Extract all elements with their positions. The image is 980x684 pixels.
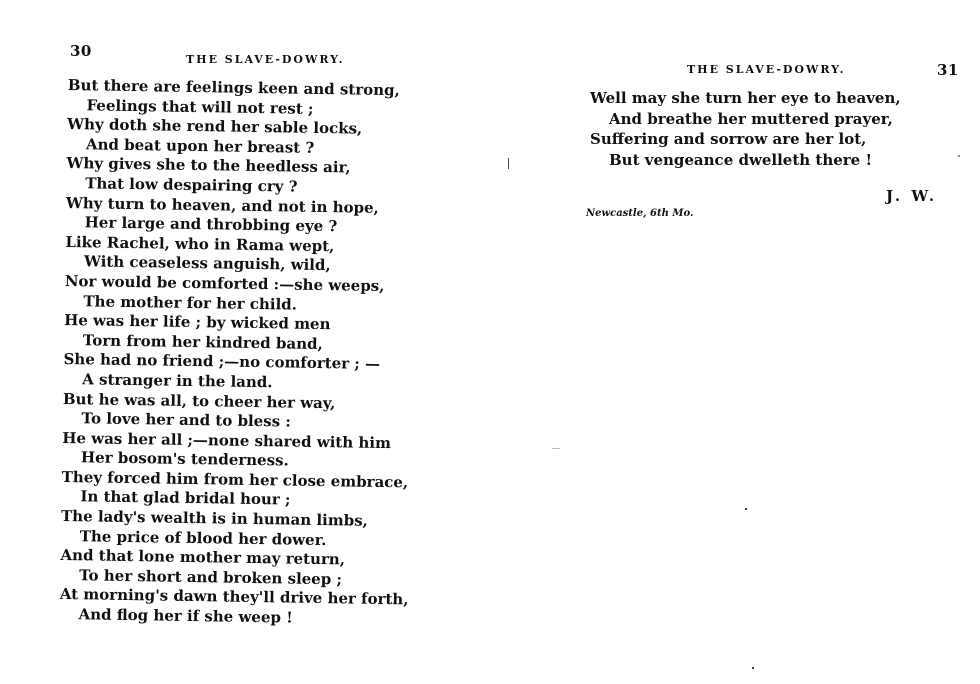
poem-line: And beat upon her breast ? — [85, 135, 315, 157]
poem-line: He was her all ;—none shared with him — [62, 428, 392, 452]
poem-line: She had no friend ;—no comforter ; — — [63, 350, 381, 374]
poem-line: Torn from her kindred band, — [82, 330, 323, 353]
poem-line: To love her and to bless : — [81, 409, 292, 431]
right-page — [490, 0, 980, 684]
place-date: Newcastle, 6th Mo. — [586, 208, 694, 219]
poem-line: With ceaseless anguish, wild, — [83, 252, 331, 275]
poem-line: In that glad bridal hour ; — [80, 487, 291, 510]
scan-speck — [552, 448, 560, 449]
poem-line: Her bosom's tenderness. — [80, 448, 289, 470]
poem-line: At morning's dawn they'll drive her forth, — [59, 585, 409, 609]
scan-speck — [752, 667, 754, 669]
running-head-right: THE SLAVE-DOWRY. — [687, 63, 846, 76]
poem-line: And that lone mother may return, — [60, 546, 346, 569]
poem-line: He was her life ; by wicked men — [64, 311, 331, 334]
scan-speck — [958, 155, 960, 157]
poem-line: Why doth she rend her sable locks, — [67, 115, 363, 138]
poem-line: Why turn to heaven, and not in hope, — [65, 193, 380, 217]
poem-line: Feelings that will not rest ; — [86, 95, 314, 118]
poem-line: Suffering and sorrow are her lot, — [590, 130, 867, 148]
poem-line: But there are feelings keen and strong, — [67, 76, 400, 100]
poem-line: And flog her if she weep ! — [78, 605, 293, 627]
running-head-left: THE SLAVE-DOWRY. — [186, 53, 345, 66]
poem-line: Her large and throbbing eye ? — [84, 213, 338, 236]
poem-right — [590, 88, 901, 170]
poem-line: But vengeance dwelleth there ! — [609, 150, 873, 169]
poem-line: But he was all, to cheer her way, — [62, 389, 336, 412]
scan-speck — [745, 508, 747, 510]
poem-line: The lady's wealth is in human limbs, — [60, 507, 368, 530]
poem-line: Nor would be comforted :—she weeps, — [64, 271, 385, 295]
poem-line: A stranger in the land. — [82, 370, 273, 392]
page-number-left: 30 — [70, 42, 92, 60]
poem-line: Why gives she to the heedless air, — [66, 154, 351, 177]
poem-line: And breathe her muttered prayer, — [609, 109, 893, 128]
poem-line: Well may she turn her eye to heaven, — [590, 89, 901, 107]
poem-line: The price of blood her dower. — [79, 526, 327, 549]
page-number-right: 31 — [937, 61, 959, 79]
poem-line: They forced him from her close embrace, — [61, 467, 409, 492]
poem-line: To her short and broken sleep ; — [79, 566, 343, 589]
poem-line: The mother for her child. — [83, 291, 298, 314]
poem-line: That low despairing cry ? — [85, 174, 298, 196]
scan-speck — [508, 158, 509, 169]
signature: J. W. — [886, 187, 938, 205]
poem-line: Like Rachel, who in Rama wept, — [65, 232, 335, 255]
poem-left — [59, 76, 416, 630]
